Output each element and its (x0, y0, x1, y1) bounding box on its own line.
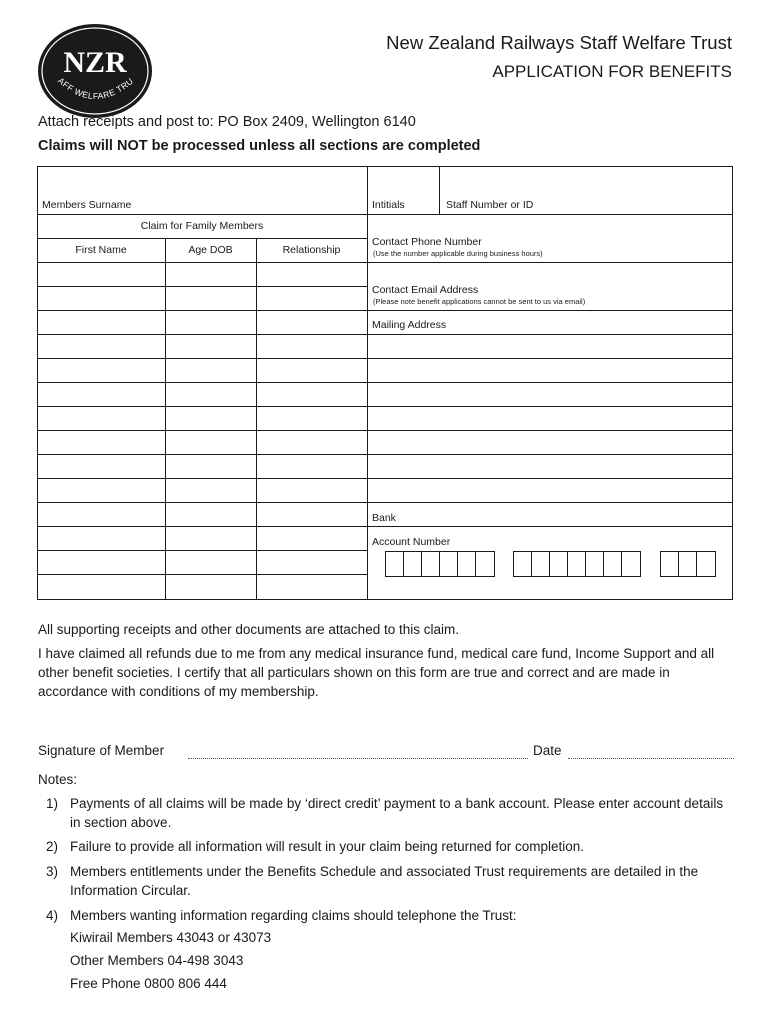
certification-statement: I have claimed all refunds due to me from any medical insurance fund, medical care fund, Income Support and all other benefit societies. I certify that all particulars shown on this form are true and correct and are made in accordance with conditions of my membership. (38, 646, 715, 699)
bank-label: Bank (372, 512, 396, 524)
signature-field[interactable] (188, 758, 528, 759)
logo-subtext: AFF WELFARE TRU (56, 75, 136, 102)
attach-instructions: Attach receipts and post to: PO Box 2409, Wellington 6140 (38, 114, 416, 130)
account-bank-code-boxes[interactable] (385, 551, 495, 577)
bank-field[interactable] (368, 503, 732, 526)
logo-text: NZR (63, 46, 127, 79)
contact-phone-note: (Use the number applicable during business hours) (373, 249, 543, 258)
receipts-attached-statement: All supporting receipts and other documents are attached to this claim. (38, 622, 459, 637)
mailing-address-label: Mailing Address (372, 319, 447, 331)
signature-row (38, 743, 734, 763)
members-surname-label: Members Surname (42, 199, 132, 211)
family-members-table[interactable] (38, 263, 367, 600)
contact-email-field[interactable] (368, 263, 732, 310)
form-title: New Zealand Railways Staff Welfare Trust (386, 32, 732, 53)
contact-phone-label: Contact Phone Number (372, 236, 482, 248)
initials-field[interactable] (368, 167, 439, 214)
notes-title: Notes: (38, 772, 78, 787)
claim-family-label: Claim for Family Members (140, 220, 264, 232)
relationship-header: Relationship (282, 244, 341, 256)
staff-number-label: Staff Number or ID (446, 199, 534, 211)
account-suffix-boxes[interactable] (660, 551, 716, 577)
contact-freephone: Free Phone 0800 806 444 (70, 976, 227, 991)
members-surname-field[interactable] (38, 167, 367, 214)
first-name-header: First Name (75, 244, 127, 256)
contact-phone-field[interactable] (368, 215, 732, 262)
initials-label: Intitials (372, 199, 405, 211)
account-number-boxes[interactable] (513, 551, 641, 577)
staff-number-field[interactable] (440, 167, 732, 214)
contact-kiwirail: Kiwirail Members 43043 or 43073 (70, 930, 272, 945)
contact-email-label: Contact Email Address (372, 284, 479, 296)
form-subtitle: APPLICATION FOR BENEFITS (492, 62, 732, 81)
contact-other: Other Members 04-498 3043 (70, 953, 244, 968)
contact-email-note: (Please note benefit applications cannot be sent to us via email) (373, 297, 586, 306)
date-label: Date (533, 743, 562, 758)
date-field[interactable] (568, 758, 734, 759)
account-number-label: Account Number (372, 536, 451, 548)
warning-text: Claims will NOT be processed unless all sections are completed (38, 138, 481, 154)
signature-label: Signature of Member (38, 743, 165, 758)
mailing-address-field[interactable] (368, 311, 732, 502)
age-dob-header: Age DOB (188, 244, 233, 256)
nzr-logo (36, 22, 154, 120)
